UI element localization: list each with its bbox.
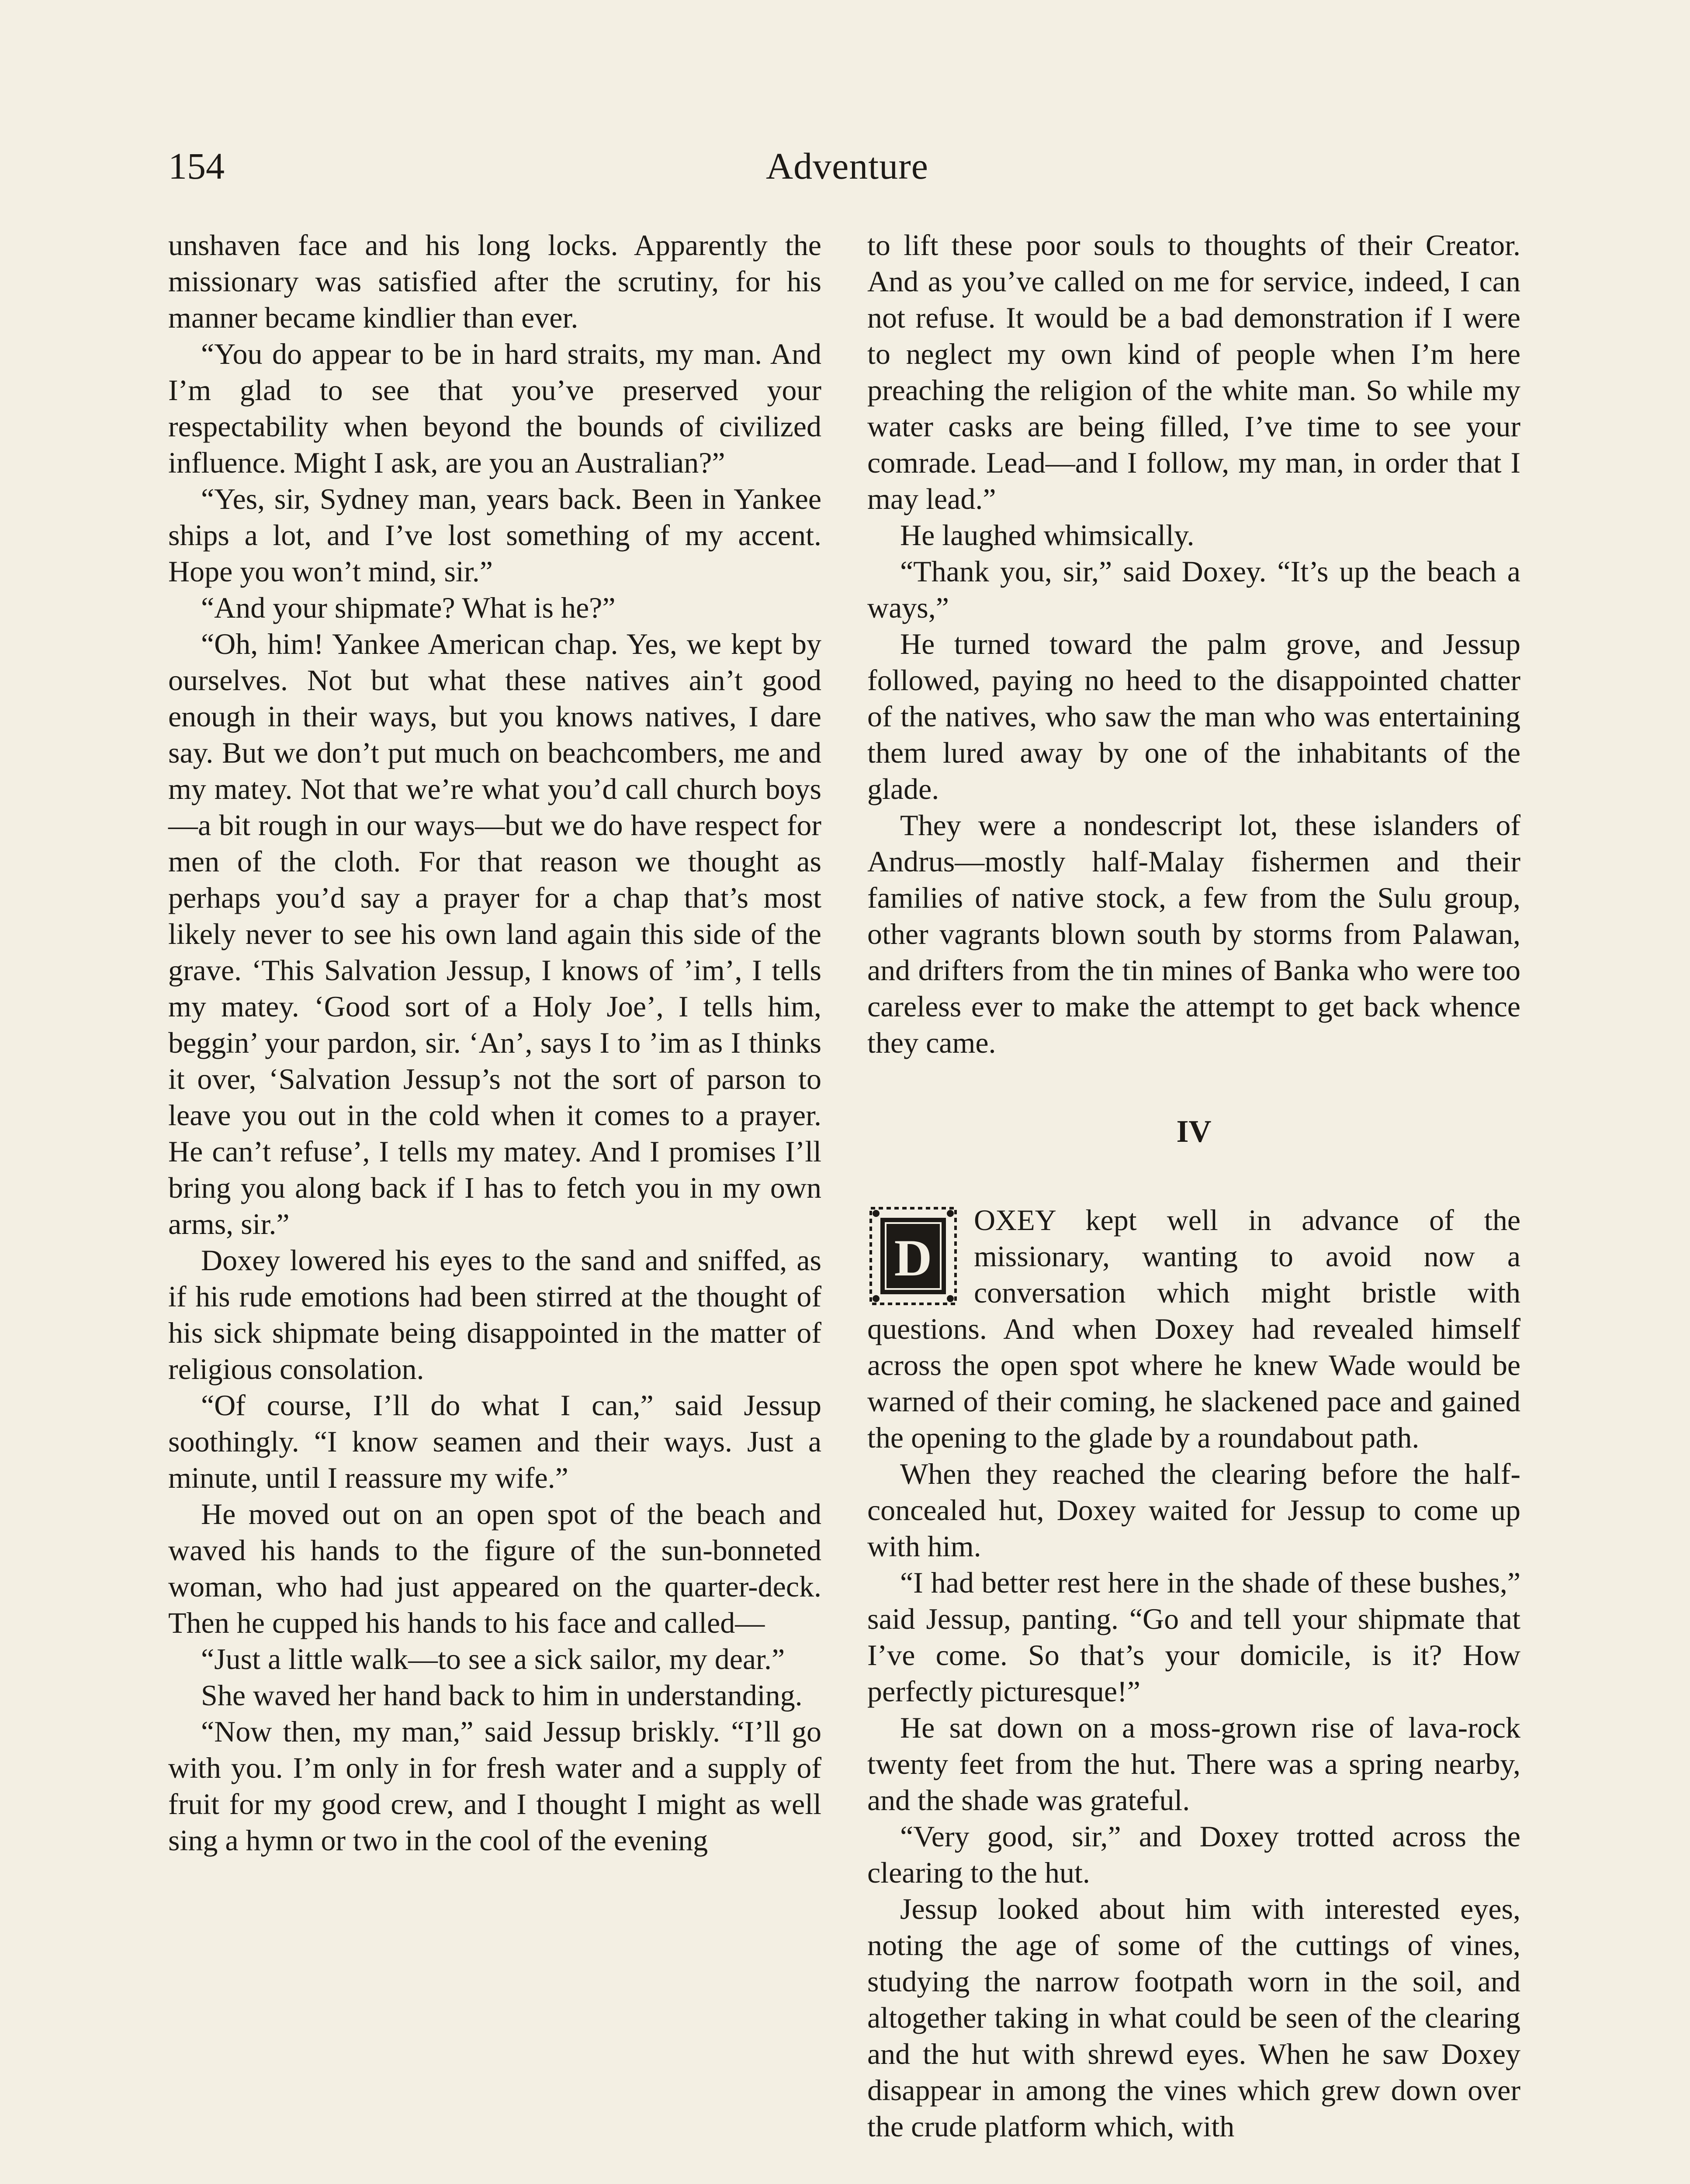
paragraph: unshaven face and his long locks. Apparently the missionary was satisfied after the scrutiny, for his manner became kindlier than ever. — [168, 228, 821, 334]
right-column — [867, 227, 1520, 2145]
page-number: 154 — [168, 145, 225, 187]
page-header — [168, 140, 1526, 192]
paragraph: “And your shipmate? What is he?” — [201, 591, 616, 624]
paragraph: They were a nondescript lot, these islanders of Andrus—mostly half-Malay fishermen and their families of native stock, a few from the Sulu group, other vagrants blown south by storms from Palawan, and drifters from the tin mines of Banka who were too careless ever to make the attempt to get back whence they came. — [867, 809, 1520, 1059]
paragraph: to lift these poor souls to thoughts of their Creator. And as you’ve called on me for service, indeed, I can not refuse. It would be a bad demonstration if I were to neglect my own kind of people when I’m here preaching the religion of the white man. So while my water casks are being filled, I’ve time to see your comrade. Lead—and I follow, my man, in order that I may lead.” — [867, 228, 1520, 515]
left-column — [168, 227, 821, 1859]
paragraph: “Yes, sir, Sydney man, years back. Been in Yankee ships a lot, and I’ve lost something of my accent. Hope you won’t mind, sir.” — [168, 482, 821, 588]
ornamental-drop-cap-icon — [867, 1205, 959, 1307]
paragraph: He moved out on an open spot of the beach and waved his hands to the figure of the sun-bonneted woman, who had just appeared on the quarter-deck. Then he cupped his hands to his face and called— — [168, 1497, 821, 1639]
drop-cap-letter: D — [894, 1229, 932, 1287]
paragraph: He turned toward the palm grove, and Jessup followed, paying no heed to the disappointed chatter of the natives, who saw the man who was entertaining them lured away by one of the inhabitants of the glade. — [867, 627, 1520, 805]
paragraph: “Just a little walk—to see a sick sailor, my dear.” — [201, 1642, 785, 1676]
paragraph: Jessup looked about him with interested eyes, noting the age of some of the cuttings of vines, studying the narrow footpath worn in the soil, and altogether taking in what could be seen of the clearing and the hut with shrewd eyes. When he saw Doxey disappear in among the vines which grew down over the crude platform which, with — [867, 1892, 1520, 2143]
paragraph: “I had better rest here in the shade of these bushes,” said Jessup, panting. “Go and tell your shipmate that I’ve come. So that’s your domicile, is it? How perfectly picturesque!” — [867, 1566, 1520, 1708]
paragraph: Doxey lowered his eyes to the sand and sniffed, as if his rude emotions had been stirred at the thought of his sick shipmate being disappointed in the matter of religious consolation. — [168, 1244, 821, 1386]
running-head: Adventure — [766, 145, 928, 187]
paragraph: She waved her hand back to him in understanding. — [201, 1679, 803, 1712]
paragraph: “Of course, I’ll do what I can,” said Jessup soothingly. “I know seamen and their ways. Just a minute, until I reassure my wife.” — [168, 1389, 821, 1494]
paragraph: “Thank you, sir,” said Doxey. “It’s up the beach a ways,” — [867, 555, 1520, 624]
dropcap-paragraph — [867, 1202, 1520, 1456]
dropcap-paragraph-text: OXEY kept well in advance of the missionary, wanting to avoid now a conversation which might bristle with questions. And when Doxey had revealed himself across the open spot where he knew Wade would be warned of their coming, he slackened pace and gained the opening to the glade by a roundabout path. — [867, 1203, 1520, 1454]
paragraph: “Now then, my man,” said Jessup briskly. “I’ll go with you. I’m only in for fresh water and a supply of fruit for my good crew, and I thought I might as well sing a hymn or two in the cool of the evening — [168, 1715, 821, 1857]
section-heading: IV — [1176, 1114, 1212, 1149]
paragraph: “You do appear to be in hard straits, my man. And I’m glad to see that you’ve preserved your respectability when beyond the bounds of civilized influence. Might I ask, are you an Australian?” — [168, 337, 821, 479]
paragraph: He laughed whimsically. — [900, 518, 1195, 552]
paragraph: He sat down on a moss-grown rise of lava-rock twenty feet from the hut. There was a spring nearby, and the shade was grateful. — [867, 1711, 1520, 1817]
paragraph: When they reached the clearing before the half-concealed hut, Doxey waited for Jessup to come up with him. — [867, 1457, 1520, 1563]
paragraph: “Very good, sir,” and Doxey trotted across the clearing to the hut. — [867, 1820, 1520, 1889]
paragraph: “Oh, him! Yankee American chap. Yes, we kept by ourselves. Not but what these natives ain’t good enough in their ways, but you knows natives, I dare say. But we don’t put much on beachcombers, me and my matey. Not that we’re what you’d call church boys—a bit rough in our ways—but we do have respect for men of the cloth. For that reason we thought as perhaps you’d say a prayer for a chap that’s most likely never to see his own land again this side of the grave. ‘This Salvation Jessup, I knows of ’im’, I tells my matey. ‘Good sort of a Holy Joe’, I tells him, beggin’ your pardon, sir. ‘An’, says I to ’im as I thinks it over, ‘Salvation Jessup’s not the sort of parson to leave you out in the cold when it comes to a prayer. He can’t refuse’, I tells my matey. And I promises I’ll bring you along back if I has to fetch you in my own arms, sir.” — [168, 627, 821, 1241]
